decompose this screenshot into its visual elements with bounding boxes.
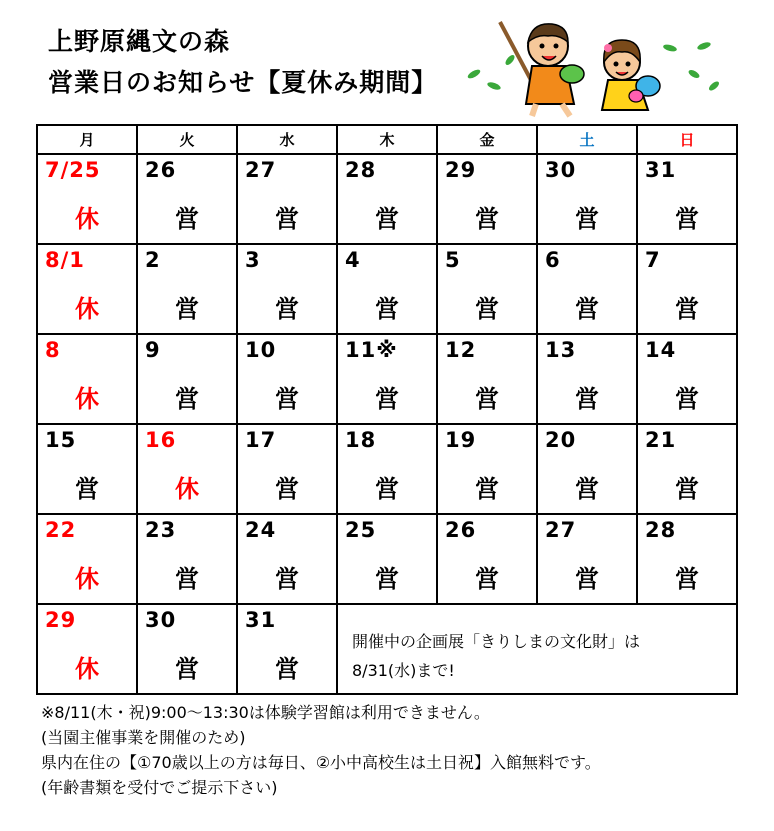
calendar-day-cell [337, 424, 437, 514]
calendar-day-cell [37, 244, 137, 334]
footer-line-3: 県内在住の【①70歳以上の方は毎日、②小中高校生は土日祝】入館無料です。 [41, 753, 601, 772]
day-number: 19 [445, 428, 477, 452]
day-number: 17 [245, 428, 277, 452]
calendar-day-cell [237, 424, 337, 514]
calendar-day-cell [437, 244, 537, 334]
open-status: 営 [575, 205, 599, 233]
calendar-day-cell [437, 514, 537, 604]
day-number: 3 [245, 248, 261, 272]
weekday-thu: 木 [337, 125, 437, 154]
calendar-day-cell [237, 154, 337, 244]
open-status: 営 [575, 295, 599, 323]
weekday-tue: 火 [137, 125, 237, 154]
calendar-day-cell [237, 604, 337, 694]
calendar-day-cell [37, 334, 137, 424]
day-number: 31 [645, 158, 677, 182]
children-illustration [462, 12, 762, 120]
calendar-day-cell [337, 244, 437, 334]
open-status: 営 [75, 475, 99, 503]
open-status: 営 [375, 475, 399, 503]
day-number: 21 [645, 428, 677, 452]
open-status: 営 [175, 295, 199, 323]
exhibit-note [352, 627, 640, 685]
open-status: 営 [275, 295, 299, 323]
day-number: 26 [145, 158, 177, 182]
open-status: 営 [575, 385, 599, 413]
day-number: 22 [45, 518, 77, 542]
day-number: 28 [645, 518, 677, 542]
calendar-week-row [37, 514, 737, 604]
calendar-week-row [37, 154, 737, 244]
open-status: 営 [175, 655, 199, 683]
day-number: 5 [445, 248, 461, 272]
open-status: 営 [675, 565, 699, 593]
closed-status: 休 [75, 205, 99, 233]
calendar-day-cell [637, 154, 737, 244]
calendar-day-cell [137, 334, 237, 424]
calendar-day-cell [637, 424, 737, 514]
day-number: 8 [45, 338, 61, 362]
calendar-day-cell [637, 514, 737, 604]
exhibit-note-cell [337, 604, 737, 694]
open-status: 営 [275, 655, 299, 683]
calendar-day-cell [437, 424, 537, 514]
calendar-week-row [37, 244, 737, 334]
open-status: 営 [275, 205, 299, 233]
calendar-day-cell [637, 244, 737, 334]
closed-status: 休 [75, 295, 99, 323]
day-number: 13 [545, 338, 577, 362]
calendar-week-row [37, 334, 737, 424]
open-status: 営 [275, 565, 299, 593]
calendar-day-cell [137, 424, 237, 514]
calendar-day-cell [437, 154, 537, 244]
calendar-week-row [37, 604, 737, 694]
footer-line-1: ※8/11(木・祝)9:00〜13:30は体験学習館は利用できません。 [41, 703, 490, 722]
open-status: 営 [475, 205, 499, 233]
open-status: 営 [375, 385, 399, 413]
day-number: 10 [245, 338, 277, 362]
day-number: 27 [245, 158, 277, 182]
calendar-week-row [37, 424, 737, 514]
exhibit-note-line-1: 開催中の企画展「きりしまの文化財」は [352, 632, 641, 651]
day-number: 26 [445, 518, 477, 542]
day-number: 2 [145, 248, 161, 272]
calendar-day-cell [137, 604, 237, 694]
day-number: 25 [345, 518, 377, 542]
weekday-wed: 水 [237, 125, 337, 154]
closed-status: 休 [75, 655, 99, 683]
day-number: 4 [345, 248, 361, 272]
calendar-day-cell [37, 424, 137, 514]
open-status: 営 [675, 205, 699, 233]
open-status: 営 [275, 475, 299, 503]
open-status: 営 [475, 475, 499, 503]
day-number: 8/1 [45, 248, 85, 272]
open-status: 営 [175, 205, 199, 233]
day-number: 23 [145, 518, 177, 542]
day-number: 28 [345, 158, 377, 182]
calendar-day-cell [237, 514, 337, 604]
weekday-header-row [37, 125, 737, 154]
calendar-day-cell [437, 334, 537, 424]
day-number: 29 [445, 158, 477, 182]
closed-status: 休 [175, 475, 199, 503]
exhibit-note-line-2: 8/31(水)まで! [352, 661, 455, 680]
day-number: 18 [345, 428, 377, 452]
day-number: 14 [645, 338, 677, 362]
open-status: 営 [275, 385, 299, 413]
day-number: 24 [245, 518, 277, 542]
calendar-day-cell [537, 514, 637, 604]
calendar-day-cell [137, 244, 237, 334]
day-number: 11※ [345, 338, 398, 362]
open-status: 営 [375, 295, 399, 323]
open-status: 営 [375, 205, 399, 233]
day-number: 9 [145, 338, 161, 362]
calendar-day-cell [537, 334, 637, 424]
calendar-day-cell [37, 514, 137, 604]
day-number: 7/25 [45, 158, 101, 182]
page-subtitle: 営業日のお知らせ【夏休み期間】 [48, 68, 438, 97]
open-status: 営 [475, 295, 499, 323]
day-number: 12 [445, 338, 477, 362]
calendar-day-cell [537, 244, 637, 334]
open-status: 営 [475, 565, 499, 593]
calendar-day-cell [37, 604, 137, 694]
calendar-day-cell [537, 154, 637, 244]
calendar-day-cell [337, 514, 437, 604]
day-number: 27 [545, 518, 577, 542]
footer-notes [41, 700, 601, 800]
day-number: 16 [145, 428, 177, 452]
open-status: 営 [675, 385, 699, 413]
calendar-day-cell [537, 424, 637, 514]
open-status: 営 [375, 565, 399, 593]
day-number: 7 [645, 248, 661, 272]
page-title: 上野原縄文の森 [48, 27, 231, 56]
calendar-day-cell [137, 514, 237, 604]
day-number: 29 [45, 608, 77, 632]
calendar-day-cell [337, 154, 437, 244]
calendar-day-cell [137, 154, 237, 244]
day-number: 15 [45, 428, 77, 452]
day-number: 30 [545, 158, 577, 182]
open-status: 営 [675, 475, 699, 503]
day-number: 30 [145, 608, 177, 632]
weekday-mon: 月 [37, 125, 137, 154]
calendar-day-cell [637, 334, 737, 424]
weekday-sat: 土 [537, 125, 637, 154]
day-number: 31 [245, 608, 277, 632]
calendar-day-cell [237, 334, 337, 424]
open-status: 営 [475, 385, 499, 413]
weekday-fri: 金 [437, 125, 537, 154]
open-status: 営 [175, 385, 199, 413]
day-number: 20 [545, 428, 577, 452]
closed-status: 休 [75, 565, 99, 593]
closed-status: 休 [75, 385, 99, 413]
day-number: 6 [545, 248, 561, 272]
calendar-table [36, 124, 738, 695]
open-status: 営 [575, 475, 599, 503]
calendar-day-cell [237, 244, 337, 334]
calendar-day-cell [37, 154, 137, 244]
footer-line-4: (年齢書類を受付でご提示下さい) [41, 778, 278, 797]
calendar-day-cell [337, 334, 437, 424]
open-status: 営 [575, 565, 599, 593]
open-status: 営 [175, 565, 199, 593]
open-status: 営 [675, 295, 699, 323]
weekday-sun: 日 [637, 125, 737, 154]
footer-line-2: (当園主催事業を開催のため) [41, 728, 246, 747]
